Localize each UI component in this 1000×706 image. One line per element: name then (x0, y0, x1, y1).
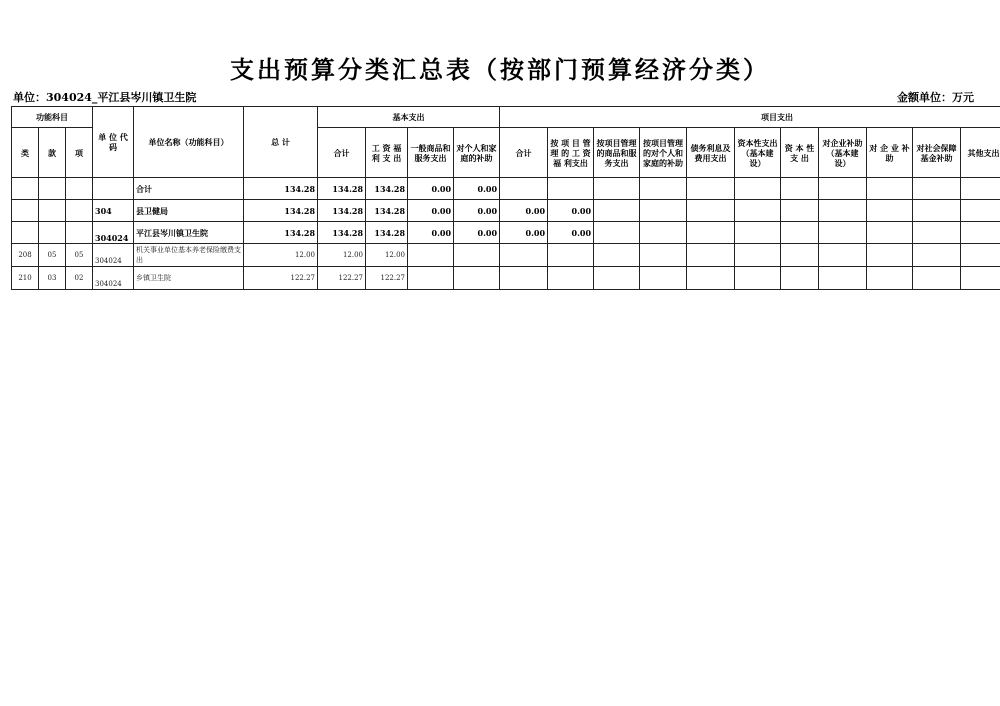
cell-empty (594, 200, 640, 222)
cell-code: 304024 (93, 267, 134, 290)
table-row (12, 200, 1000, 222)
cell-empty (961, 222, 1000, 244)
cell-basic-goods (408, 267, 454, 290)
cell-basic-total: 122.27 (318, 267, 366, 290)
cell-lei (12, 200, 39, 222)
cell-basic-total: 134.28 (318, 222, 366, 244)
cell-lei: 208 (12, 244, 39, 267)
header-proj-capital: 资 本 性 支 出 (781, 128, 819, 178)
cell-empty (819, 267, 867, 290)
cell-name: 平江县岑川镇卫生院 (134, 222, 244, 244)
amount-unit-label: 金额单位：万元 (897, 91, 974, 104)
cell-xiang (66, 178, 93, 200)
cell-empty (735, 222, 781, 244)
cell-proj-wage (548, 178, 594, 200)
cell-empty (640, 222, 687, 244)
cell-proj-total: 0.00 (500, 222, 548, 244)
cell-empty (640, 267, 687, 290)
cell-xiang (66, 222, 93, 244)
cell-empty (735, 178, 781, 200)
table-row (12, 178, 1000, 200)
cell-kuan: 03 (39, 267, 66, 290)
header-xiang: 项 (66, 128, 93, 178)
cell-xiang (66, 200, 93, 222)
cell-empty (961, 200, 1000, 222)
cell-proj-total: 0.00 (500, 200, 548, 222)
cell-basic-personal: 0.00 (454, 222, 500, 244)
header-unit-code: 单 位 代 码 (93, 107, 134, 178)
cell-name: 机关事业单位基本养老保险缴费支出 (134, 244, 244, 267)
header-proj-ent: 对 企 业 补 助 (867, 128, 913, 178)
header-proj-social: 对社会保障基金补助 (913, 128, 961, 178)
cell-proj-wage: 0.00 (548, 222, 594, 244)
header-basic-personal: 对个人和家庭的补助 (454, 128, 500, 178)
header-proj-other: 其他支出 (961, 128, 1000, 178)
cell-empty (781, 178, 819, 200)
cell-empty (961, 178, 1000, 200)
cell-empty (913, 200, 961, 222)
cell-empty (913, 178, 961, 200)
cell-xiang: 02 (66, 267, 93, 290)
table-row (12, 267, 1000, 290)
cell-kuan (39, 200, 66, 222)
cell-kuan (39, 178, 66, 200)
cell-empty (961, 267, 1000, 290)
cell-total: 134.28 (244, 222, 318, 244)
cell-basic-personal: 0.00 (454, 200, 500, 222)
header-basic-group: 基本支出 (318, 107, 500, 128)
header-proj-personal: 按项目管理的对个人和家庭的补助 (640, 128, 687, 178)
cell-basic-wage: 122.27 (366, 267, 408, 290)
cell-basic-total: 134.28 (318, 178, 366, 200)
header-project-group: 项目支出 (500, 107, 1000, 128)
cell-empty (687, 267, 735, 290)
header-unit-name: 单位名称（功能科目） (134, 107, 244, 178)
cell-basic-goods: 0.00 (408, 222, 454, 244)
cell-empty (687, 200, 735, 222)
cell-empty (594, 222, 640, 244)
cell-empty (687, 244, 735, 267)
cell-basic-goods: 0.00 (408, 178, 454, 200)
cell-lei: 210 (12, 267, 39, 290)
header-proj-ent-basic: 对企业补助（基本建设） (819, 128, 867, 178)
cell-kuan (39, 222, 66, 244)
cell-basic-total: 12.00 (318, 244, 366, 267)
cell-empty (867, 267, 913, 290)
cell-basic-total: 134.28 (318, 200, 366, 222)
cell-empty (781, 222, 819, 244)
cell-empty (735, 267, 781, 290)
header-func-group: 功能科目 (12, 107, 93, 128)
cell-code (93, 178, 134, 200)
header-basic-goods: 一般商品和服务支出 (408, 128, 454, 178)
cell-empty (913, 267, 961, 290)
header-basic-total: 合计 (318, 128, 366, 178)
cell-basic-goods (408, 244, 454, 267)
budget-table (11, 106, 1000, 290)
cell-empty (781, 244, 819, 267)
cell-empty (594, 267, 640, 290)
cell-proj-total (500, 178, 548, 200)
cell-empty (819, 222, 867, 244)
cell-basic-personal (454, 244, 500, 267)
cell-empty (640, 244, 687, 267)
cell-basic-goods: 0.00 (408, 200, 454, 222)
cell-basic-personal (454, 267, 500, 290)
cell-code: 304024 (93, 222, 134, 244)
cell-empty (819, 178, 867, 200)
cell-proj-wage (548, 244, 594, 267)
header-lei: 类 (12, 128, 39, 178)
cell-empty (961, 244, 1000, 267)
cell-empty (781, 200, 819, 222)
cell-xiang: 05 (66, 244, 93, 267)
page-title: 支出预算分类汇总表（按部门预算经济分类） (230, 55, 770, 84)
cell-basic-wage: 12.00 (366, 244, 408, 267)
header-total: 总 计 (244, 107, 318, 178)
cell-total: 134.28 (244, 178, 318, 200)
cell-kuan: 05 (39, 244, 66, 267)
cell-empty (781, 267, 819, 290)
header-proj-wage: 按 项 目 管 理 的 工 资 福 利支出 (548, 128, 594, 178)
header-proj-goods: 按项目管理的商品和服务支出 (594, 128, 640, 178)
cell-empty (687, 222, 735, 244)
cell-empty (819, 244, 867, 267)
header-proj-debt: 债务利息及费用支出 (687, 128, 735, 178)
cell-empty (594, 244, 640, 267)
unit-label: 单位：304024_平江县岑川镇卫生院 (13, 91, 197, 104)
cell-lei (12, 222, 39, 244)
header-kuan: 款 (39, 128, 66, 178)
cell-code: 304024 (93, 244, 134, 267)
table-row (12, 222, 1000, 244)
cell-empty (867, 244, 913, 267)
cell-name: 乡镇卫生院 (134, 267, 244, 290)
cell-empty (735, 200, 781, 222)
cell-proj-total (500, 244, 548, 267)
header-proj-total: 合计 (500, 128, 548, 178)
cell-empty (867, 222, 913, 244)
cell-basic-wage: 134.28 (366, 222, 408, 244)
cell-empty (594, 178, 640, 200)
cell-lei (12, 178, 39, 200)
cell-empty (913, 244, 961, 267)
cell-empty (687, 178, 735, 200)
header-basic-wage: 工 资 福 利 支 出 (366, 128, 408, 178)
cell-name: 合计 (134, 178, 244, 200)
cell-name: 县卫健局 (134, 200, 244, 222)
cell-total: 134.28 (244, 200, 318, 222)
cell-total: 122.27 (244, 267, 318, 290)
cell-empty (640, 178, 687, 200)
cell-empty (913, 222, 961, 244)
table-row (12, 244, 1000, 267)
cell-code: 304 (93, 200, 134, 222)
header-proj-capital-basic: 资本性支出（基本建设） (735, 128, 781, 178)
cell-basic-wage: 134.28 (366, 200, 408, 222)
cell-basic-wage: 134.28 (366, 178, 408, 200)
cell-proj-wage: 0.00 (548, 200, 594, 222)
cell-proj-total (500, 267, 548, 290)
cell-empty (867, 178, 913, 200)
cell-proj-wage (548, 267, 594, 290)
cell-empty (867, 200, 913, 222)
cell-empty (640, 200, 687, 222)
cell-basic-personal: 0.00 (454, 178, 500, 200)
cell-total: 12.00 (244, 244, 318, 267)
cell-empty (819, 200, 867, 222)
cell-empty (735, 244, 781, 267)
